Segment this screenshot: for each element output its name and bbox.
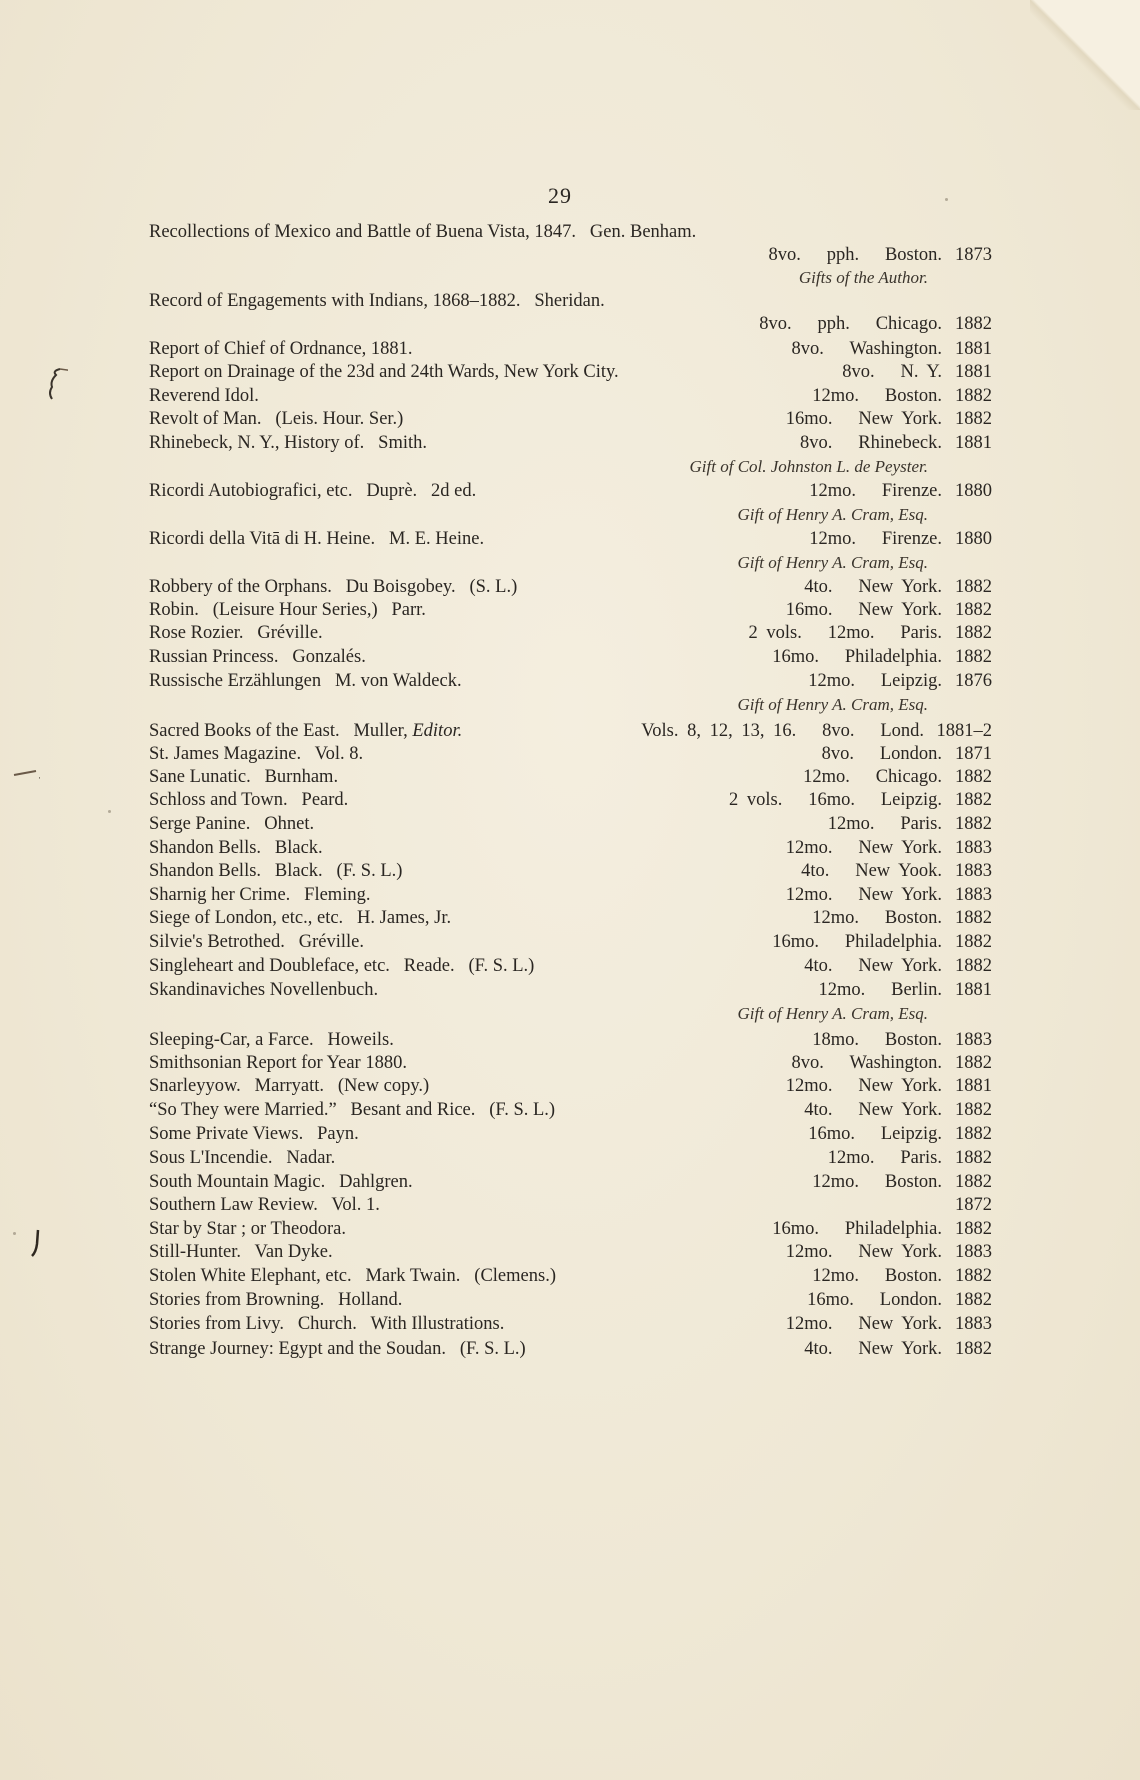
gift-note: Gifts of the Author. <box>798 268 928 287</box>
entry-title-text: Stories from Livy. Church. With Illustrations. <box>149 1314 505 1334</box>
entry-title <box>149 906 451 930</box>
entry-title <box>149 431 427 455</box>
entry-year: 1881 <box>955 362 992 382</box>
entry-format-place: 12mo. Firenze. <box>809 529 942 549</box>
entry-title-text: Singleheart and Doubleface, etc. Reade. (F. S. L.) <box>149 956 535 976</box>
entry-year: 1883 <box>955 838 992 858</box>
entry-format-place: 12mo. Paris. <box>827 1148 942 1168</box>
paper-speck <box>945 198 948 201</box>
paper-speck <box>108 810 111 813</box>
catalog-entry <box>149 575 992 599</box>
entry-imprint <box>772 645 992 669</box>
entry-title-text: Revolt of Man. (Leis. Hour. Ser.) <box>149 409 404 429</box>
catalog-entry <box>149 1240 992 1264</box>
entry-title-text: Silvie's Betrothed. Gréville. <box>149 932 365 952</box>
entry-imprint <box>792 337 992 361</box>
catalog-entry <box>149 1264 992 1288</box>
entry-year: 1881 <box>955 433 992 453</box>
entry-year: 1882 <box>955 908 992 928</box>
entry-title <box>149 859 402 883</box>
catalog-entry <box>149 954 992 978</box>
entry-title <box>149 527 484 551</box>
catalog-entry <box>149 930 992 954</box>
entry-year: 1880 <box>955 481 992 501</box>
margin-pencil-mark <box>10 765 40 805</box>
entry-year: 1882 <box>955 409 992 429</box>
catalog-entry <box>149 384 992 408</box>
entry-title-text: Southern Law Review. Vol. 1. <box>149 1195 380 1215</box>
entry-title <box>149 1288 402 1312</box>
entry-title <box>149 1193 380 1217</box>
entry-title <box>149 1074 429 1098</box>
entry-year: 1882 <box>955 1124 992 1144</box>
entry-year: 1882 <box>955 577 992 597</box>
entry-year: 1882 <box>955 1053 992 1073</box>
entry-title-text: Sane Lunatic. Burnham. <box>149 767 339 787</box>
entry-title <box>149 978 378 1002</box>
entry-format-place: Vols. 8, 12, 13, 16. 8vo. Lond. <box>641 721 924 741</box>
entry-title-text: Stories from Browning. Holland. <box>149 1290 403 1310</box>
entry-year: 1882 <box>955 386 992 406</box>
catalog-entry <box>149 621 992 645</box>
gift-note: Gift of Henry A. Cram, Esq. <box>737 1004 928 1023</box>
entry-year: 1882 <box>955 1148 992 1168</box>
entry-title-text: Russische Erzählungen M. von Waldeck. <box>149 671 462 691</box>
catalog-entry <box>149 312 992 336</box>
entry-title <box>149 479 476 503</box>
entry-imprint <box>786 836 992 860</box>
entry-year: 1880 <box>955 529 992 549</box>
entry-year: 1882 <box>955 956 992 976</box>
entry-title-text: Star by Star ; or Theodora. <box>149 1219 346 1239</box>
catalog-entry <box>149 220 992 244</box>
entry-imprint <box>800 431 992 455</box>
entry-title-text: Schloss and Town. Peard. <box>149 790 349 810</box>
catalog-entry <box>149 742 992 766</box>
catalog-entry <box>149 836 992 860</box>
entry-year: 1882 <box>955 600 992 620</box>
entry-imprint <box>759 312 992 336</box>
entry-title <box>149 1098 555 1122</box>
entry-format-place: 8vo. Washington. <box>791 339 942 359</box>
entry-title <box>149 836 323 860</box>
entry-format-place: 12mo. Paris. <box>827 814 942 834</box>
entry-year: 1881–2 <box>936 721 992 741</box>
entry-title <box>149 220 696 244</box>
catalog-entry <box>149 978 992 1002</box>
gift-note: Gift of Col. Johnston L. de Peyster. <box>689 457 928 476</box>
entry-title <box>149 575 517 599</box>
catalog-entry <box>149 407 992 431</box>
entry-year: 1876 <box>955 671 992 691</box>
catalog-entry <box>149 719 992 743</box>
entry-title <box>149 812 314 836</box>
catalog-entry <box>149 1051 992 1075</box>
entry-title <box>149 742 363 766</box>
entry-title-text: South Mountain Magic. Dahlgren. <box>149 1172 413 1192</box>
entry-format-place: 12mo. Boston. <box>812 386 942 406</box>
catalog-entry <box>149 527 992 551</box>
entry-imprint <box>807 1288 992 1312</box>
entry-format-place: 4to. New York. <box>804 577 942 597</box>
entry-title <box>149 360 619 384</box>
entry-title <box>149 1312 504 1336</box>
entry-imprint <box>786 883 992 907</box>
entry-format-place: 16mo. New York. <box>785 600 942 620</box>
catalog-entry <box>149 645 992 669</box>
entry-title <box>149 289 605 313</box>
entry-format-place: 8vo. pph. Boston. <box>768 245 942 265</box>
entry-title-text: Shandon Bells. Black. <box>149 838 323 858</box>
entry-imprint <box>786 407 992 431</box>
entry-year: 1883 <box>955 885 992 905</box>
entry-title-text: Ricordi Autobiografici, etc. Duprè. 2d ed. <box>149 481 477 501</box>
entry-year: 1872 <box>955 1195 992 1215</box>
entry-title <box>149 1264 556 1288</box>
entry-year: 1882 <box>955 790 992 810</box>
entry-imprint <box>804 1098 992 1122</box>
entry-title <box>149 1122 359 1146</box>
entry-title-text: Strange Journey: Egypt and the Soudan. (F. S. L.) <box>149 1339 526 1359</box>
entry-format-place: 2 vols. 16mo. Leipzig. <box>729 790 942 810</box>
catalog-entry <box>149 1074 992 1098</box>
entry-imprint <box>772 930 992 954</box>
catalog-entry <box>149 1217 992 1241</box>
catalog-entry <box>149 360 992 384</box>
entry-year: 1882 <box>955 1266 992 1286</box>
entry-format-place: 12mo. New York. <box>785 1242 942 1262</box>
page-corner-fold <box>1030 0 1140 110</box>
entry-year: 1882 <box>955 767 992 787</box>
catalog-entry <box>149 1337 992 1361</box>
catalog-entry <box>149 479 992 503</box>
entry-format-place: 12mo. Firenze. <box>809 481 942 501</box>
margin-pencil-mark <box>38 365 68 405</box>
catalog-entry <box>149 883 992 907</box>
entry-format-place: 16mo. Philadelphia. <box>772 647 942 667</box>
entry-format-place: 12mo. Boston. <box>812 1172 942 1192</box>
entry-imprint <box>828 1146 992 1170</box>
entry-title <box>149 384 259 408</box>
entry-year: 1882 <box>955 647 992 667</box>
entry-imprint <box>786 1074 992 1098</box>
entry-title <box>149 621 323 645</box>
entry-imprint <box>812 1028 992 1052</box>
entry-title-text: St. James Magazine. Vol. 8. <box>149 744 364 764</box>
catalog-entry <box>149 1170 992 1194</box>
entry-title-text: “So They were Married.” Besant and Rice. (F. S. L.) <box>149 1100 556 1120</box>
entry-title-text: Still-Hunter. Van Dyke. <box>149 1242 333 1262</box>
entry-title <box>149 719 462 743</box>
entry-format-place: 16mo. Leipzig. <box>808 1124 942 1144</box>
entry-format-place: 8vo. Washington. <box>791 1053 942 1073</box>
catalog-entry <box>149 1098 992 1122</box>
catalog-entry <box>149 337 992 361</box>
entry-imprint <box>812 1170 992 1194</box>
entry-title-text: Record of Engagements with Indians, 1868–1882. Sheridan. <box>149 291 605 311</box>
entry-title <box>149 1028 394 1052</box>
entry-format-place: 12mo. Leipzig. <box>808 671 942 691</box>
entry-imprint <box>804 1337 992 1361</box>
catalog-entry <box>149 906 992 930</box>
entry-title <box>149 954 534 978</box>
gift-note: Gift of Henry A. Cram, Esq. <box>737 505 928 524</box>
entry-format-place: 16mo. New York. <box>785 409 942 429</box>
entry-year: 1873 <box>955 245 992 265</box>
catalog-entry <box>149 765 992 789</box>
entry-imprint <box>808 669 992 693</box>
page-number: 29 <box>548 183 572 208</box>
entry-year: 1881 <box>955 339 992 359</box>
catalog-entry <box>149 243 992 267</box>
entry-year: 1882 <box>955 1172 992 1192</box>
entry-year: 1882 <box>955 932 992 952</box>
entry-title <box>149 645 366 669</box>
entry-format-place: 8vo. Rhinebeck. <box>800 433 942 453</box>
entry-imprint <box>768 243 992 267</box>
catalog-entry <box>149 1312 992 1336</box>
entry-year: 1883 <box>955 861 992 881</box>
entry-title-text: Sacred Books of the East. Muller, <box>149 721 408 741</box>
entry-format-place: 12mo. New York. <box>785 1076 942 1096</box>
entry-year: 1882 <box>955 1219 992 1239</box>
catalog-entry <box>149 669 992 693</box>
entry-title <box>149 1146 335 1170</box>
entry-title <box>149 1217 346 1241</box>
entry-imprint <box>729 788 992 812</box>
entry-imprint <box>942 1193 992 1217</box>
entry-imprint <box>792 1051 992 1075</box>
entry-year: 1883 <box>955 1314 992 1334</box>
paper-speck <box>13 1232 16 1235</box>
catalog-entry <box>149 1288 992 1312</box>
entry-title-text: Sleeping-Car, a Farce. Howeils. <box>149 1030 394 1050</box>
entry-title <box>149 598 426 622</box>
entry-year: 1882 <box>955 814 992 834</box>
entry-title-text: Siege of London, etc., etc. H. James, Jr. <box>149 908 452 928</box>
entry-imprint <box>804 954 992 978</box>
entry-title <box>149 765 338 789</box>
entry-year: 1882 <box>955 1100 992 1120</box>
entry-year: 1882 <box>955 1339 992 1359</box>
entry-title-text: Robbery of the Orphans. Du Boisgobey. (S. L.) <box>149 577 518 597</box>
catalog-entry <box>149 859 992 883</box>
entry-title-text: Report on Drainage of the 23d and 24th Wards, New York City. <box>149 362 619 382</box>
entry-format-place: 4to. New Yook. <box>801 861 942 881</box>
entry-title-text: Smithsonian Report for Year 1880. <box>149 1053 407 1073</box>
entry-imprint <box>812 384 992 408</box>
catalog-entry <box>149 431 992 455</box>
entry-imprint <box>809 527 992 551</box>
entry-imprint <box>801 859 992 883</box>
entry-format-place: 12mo. Boston. <box>812 908 942 928</box>
entry-title-text: Stolen White Elephant, etc. Mark Twain. (Clemens.) <box>149 1266 556 1286</box>
entry-title-text: Some Private Views. Payn. <box>149 1124 359 1144</box>
entry-year: 1883 <box>955 1030 992 1050</box>
entry-format-place: 16mo. London. <box>807 1290 942 1310</box>
entry-title <box>149 788 348 812</box>
entry-imprint <box>786 598 992 622</box>
entry-title-text: Sharnig her Crime. Fleming. <box>149 885 371 905</box>
entry-title-italic: Editor. <box>407 721 463 741</box>
entry-format-place: 12mo. Boston. <box>812 1266 942 1286</box>
entry-imprint <box>641 719 992 743</box>
entry-imprint <box>822 742 992 766</box>
entry-title-text: Rhinebeck, N. Y., History of. Smith. <box>149 433 428 453</box>
gift-note: Gift of Henry A. Cram, Esq. <box>737 553 928 572</box>
entry-format-place: 8vo. N. Y. <box>842 362 942 382</box>
gift-note: Gift of Henry A. Cram, Esq. <box>737 695 928 714</box>
entry-imprint <box>803 765 992 789</box>
entry-year: 1881 <box>955 1076 992 1096</box>
entry-title <box>149 407 403 431</box>
entry-imprint <box>842 360 992 384</box>
entry-title-text: Russian Princess. Gonzalés. <box>149 647 366 667</box>
entry-title-text: Snarleyyow. Marryatt. (New copy.) <box>149 1076 430 1096</box>
entry-year: 1882 <box>955 1290 992 1310</box>
entry-imprint <box>749 621 992 645</box>
entry-imprint <box>818 978 992 1002</box>
entry-year: 1882 <box>955 314 992 334</box>
entry-imprint <box>786 1240 992 1264</box>
catalog-entry <box>149 289 992 313</box>
entry-title-text: Ricordi della Vitā di H. Heine. M. E. Heine. <box>149 529 485 549</box>
entry-format-place: 16mo. Philadelphia. <box>772 932 942 952</box>
entry-title-text: Serge Panine. Ohnet. <box>149 814 315 834</box>
catalog-entry <box>149 1122 992 1146</box>
entry-imprint <box>804 575 992 599</box>
entry-format-place: 2 vols. 12mo. Paris. <box>748 623 942 643</box>
entry-title <box>149 1337 526 1361</box>
entry-format-place: 12mo. Berlin. <box>818 980 942 1000</box>
entry-title <box>149 883 370 907</box>
entry-title-text: Recollections of Mexico and Battle of Buena Vista, 1847. Gen. Benham. <box>149 222 697 242</box>
entry-title-text: Rose Rozier. Gréville. <box>149 623 323 643</box>
entry-imprint <box>828 812 992 836</box>
entry-imprint <box>772 1217 992 1241</box>
entry-format-place: 8vo. pph. Chicago. <box>759 314 942 334</box>
entry-format-place: 12mo. New York. <box>785 1314 942 1334</box>
entry-title-text: Skandinaviches Novellenbuch. <box>149 980 379 1000</box>
entry-title <box>149 930 364 954</box>
entry-imprint <box>812 906 992 930</box>
entry-title <box>149 1170 413 1194</box>
entry-imprint <box>808 1122 992 1146</box>
margin-pencil-mark <box>28 1226 58 1266</box>
entry-title <box>149 1051 407 1075</box>
catalog-entry <box>149 788 992 812</box>
entry-year: 1882 <box>955 623 992 643</box>
entry-year: 1883 <box>955 1242 992 1262</box>
entry-format-place: 4to. New York. <box>804 956 942 976</box>
catalog-entry <box>149 598 992 622</box>
entry-imprint <box>809 479 992 503</box>
entry-format-place: 12mo. New York. <box>785 885 942 905</box>
entry-title-text: Shandon Bells. Black. (F. S. L.) <box>149 861 403 881</box>
entry-year: 1871 <box>955 744 992 764</box>
entry-title <box>149 669 462 693</box>
entry-title-text: Sous L'Incendie. Nadar. <box>149 1148 336 1168</box>
entry-format-place: 8vo. London. <box>821 744 942 764</box>
entry-format-place: 16mo. Philadelphia. <box>772 1219 942 1239</box>
entry-imprint <box>786 1312 992 1336</box>
entry-title-text: Robin. (Leisure Hour Series,) Parr. <box>149 600 426 620</box>
entry-imprint <box>812 1264 992 1288</box>
entry-title <box>149 337 413 361</box>
entry-format-place: 18mo. Boston. <box>812 1030 942 1050</box>
entry-title <box>149 1240 333 1264</box>
entry-format-place: 12mo. Chicago. <box>803 767 942 787</box>
entry-format-place: 12mo. New York. <box>785 838 942 858</box>
entry-title-text: Reverend Idol. <box>149 386 259 406</box>
catalog-entry <box>149 1193 992 1217</box>
catalog-entry <box>149 1146 992 1170</box>
catalog-entry <box>149 812 992 836</box>
entry-title-text: Report of Chief of Ordnance, 1881. <box>149 339 413 359</box>
entry-format-place: 4to. New York. <box>804 1339 942 1359</box>
entry-format-place: 4to. New York. <box>804 1100 942 1120</box>
catalog-entry <box>149 1028 992 1052</box>
entry-year: 1881 <box>955 980 992 1000</box>
